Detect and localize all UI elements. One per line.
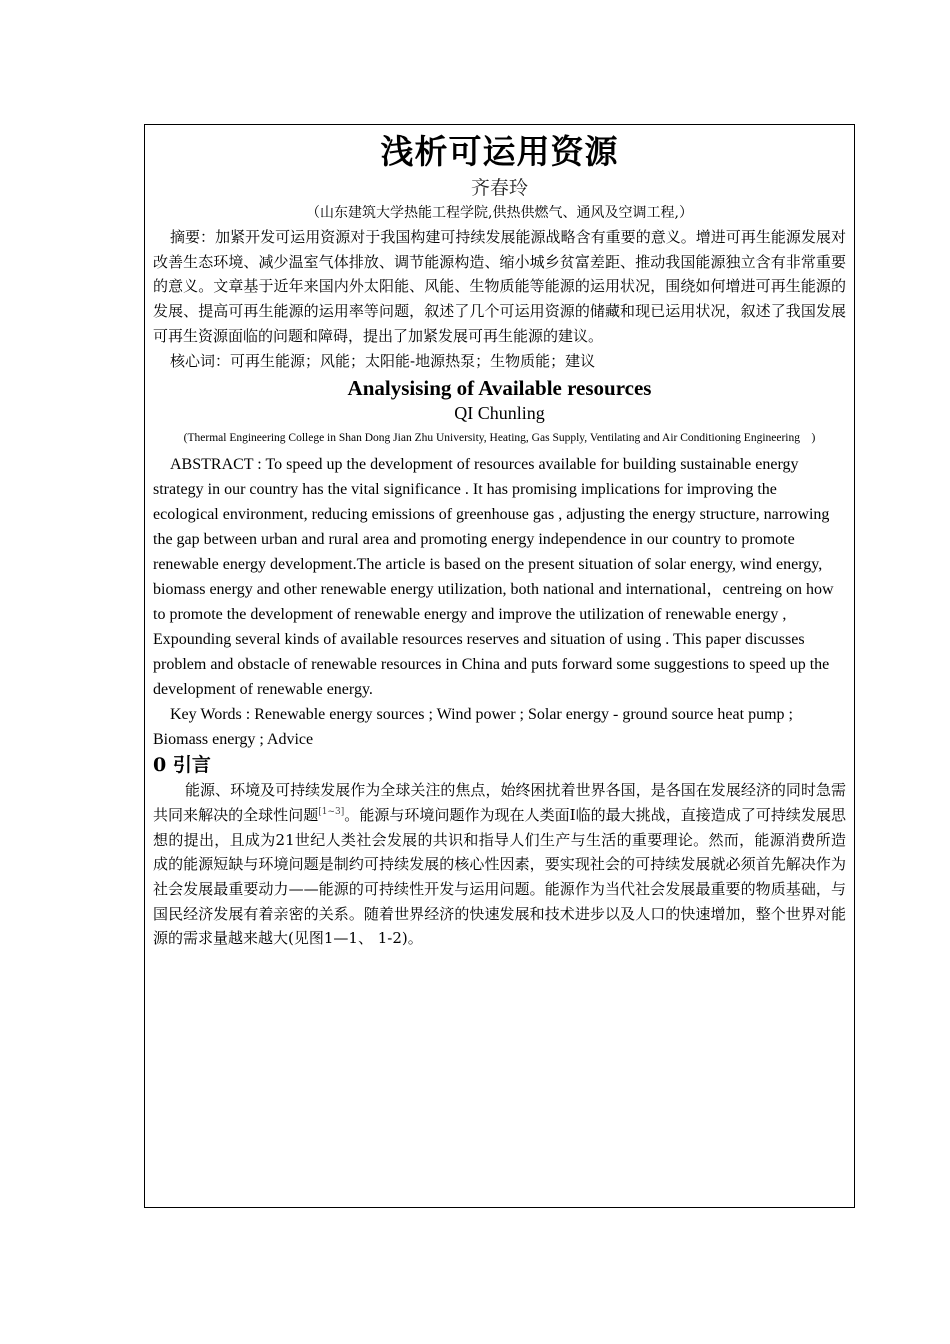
chinese-title: 浅析可运用资源 [380,132,619,171]
chinese-abstract: 摘要：加紧开发可运用资源对于我国构建可持续发展能源战略含有重要的意义。增进可再生能源发展对改善生态环境、减少温室气体排放、调节能源构造、缩小城乡贫富差距、推动我国能源独立含有非常重要的意义。文章基于近年来国内外太阳能、风能、生物质能等能源的运用状况，围绕如何增进可再生能源的发展、提高可再生能源的运用率等问题，叙述了几个可运用资源的储藏和现已运用状况，叙述了我国发展可再生资源面临的问题和障碍，提出了加紧发展可再生能源的建议。 [153,228,846,345]
introduction-text-part1: 能源、环境及可持续发展作为全球关注的焦点，始终困扰着世界各国，是各国在发展经济的同时急需共同来解决的全球性问题 [153,781,846,824]
introduction-text-part2: 。能源与环境问题作为现在人类面Ⅰ临的最大挑战，直接造成了可持续发展思想的提出，且成为21世纪人类社会发展的共识和指导人们生产与生活的重要理论。然而，能源消费所造成的能源短缺与环境问题是制约可持续发展的核心性因素，要实现社会的可持续发展就必须首先解决作为社会发展最重要动力——能源的可持续性开发与运用问题。能源作为当代社会发展最重要的物质基础，与国民经济发展有着亲密的关系。随着世界经济的快速发展和技术进步以及人口的快速增加，整个世界对能源的需求量越来越大(见图1—1、 1-2)。 [153,805,846,948]
english-abstract: ABSTRACT : To speed up the development of resources available for building sustainable energy strategy in our country has the vital significance . It has promising implications for improving the ecological environment, reducing emissions of greenhouse gas , adjusting the energy structure, narrowing the gap between urban and rural area and promoting energy independence in our country to promote renewable energy development.The article is based on the present situation of solar energy, wind energy, biomass energy and other renewable energy utilization, both national and international，centreing on how to promote the development of renewable energy and improve the utilization of renewable energy , Expounding several kinds of available resources reserves and situation of using . This paper discusses problem and obstacle of renewable resources in China and puts forward some suggestions to speed up the development of renewable energy. [153,456,834,699]
english-author: QI Chunling [454,403,545,424]
english-affiliation: (Thermal Engineering College in Shan Dong Jian Zhu University, Heating, Gas Supply, Ventilating and Air Conditioning Engineering ) [183,432,816,445]
chinese-keywords: 核心词：可再生能源；风能；太阳能-地源热泵；生物质能；建议 [170,351,596,370]
english-keywords: Key Words : Renewable energy sources ; Wind power ; Solar energy - ground source heat pump ; Biomass energy ; Advice [153,706,793,749]
citation-marker: [1~3] [318,806,345,817]
section-heading-introduction: 0 引言 [153,754,211,777]
english-title: Analysising of Available resources [347,376,652,401]
chinese-affiliation: （山东建筑大学热能工程学院,供热供燃气、通风及空调工程,） [306,205,693,221]
chinese-author: 齐春玲 [470,177,528,199]
introduction-paragraph [153,778,846,951]
paper-frame [144,124,855,1208]
